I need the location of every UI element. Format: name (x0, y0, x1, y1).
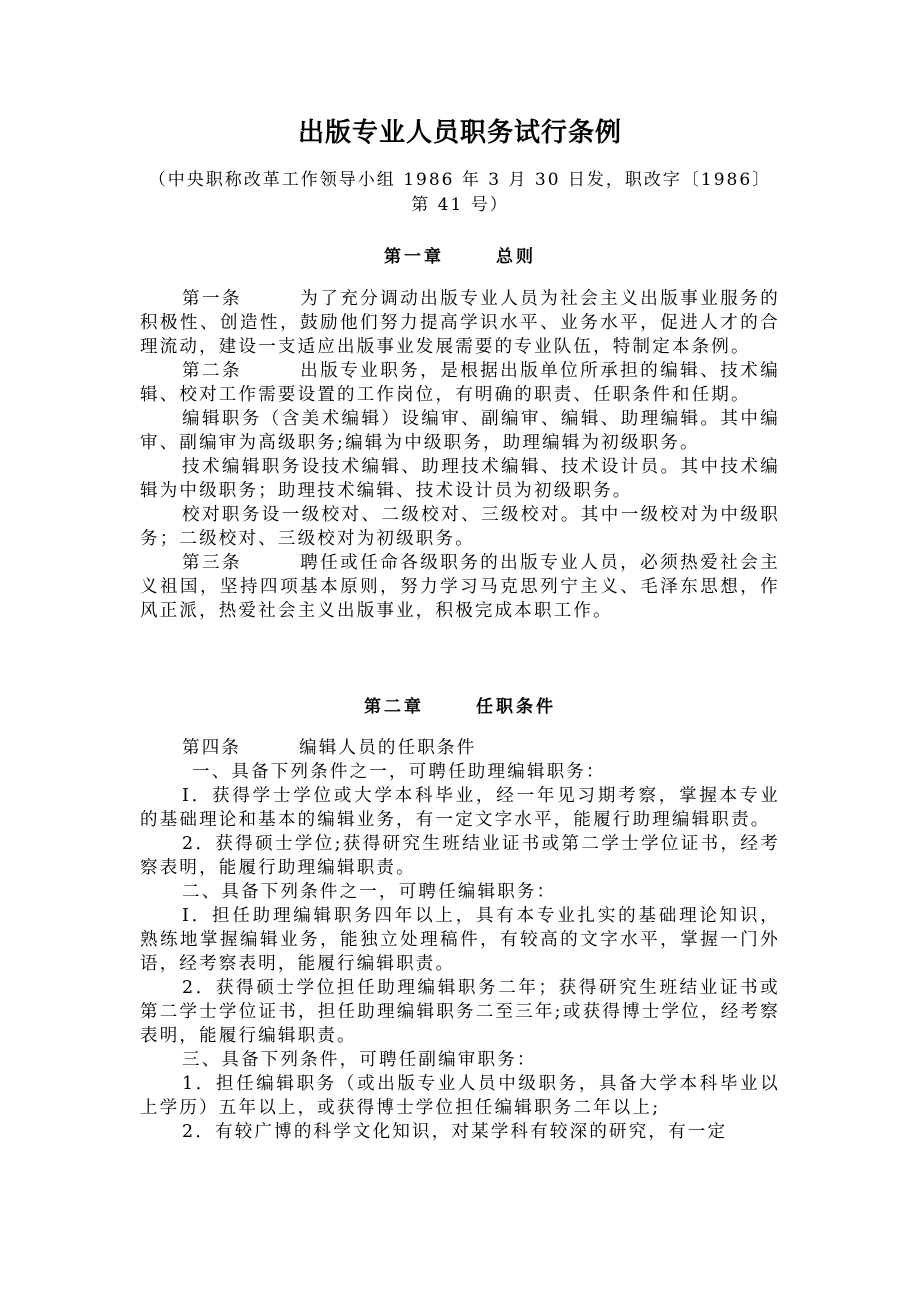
chapter-2-body (140, 736, 780, 1144)
paragraph-editor-positions: 编辑职务（含美术编辑）设编审、副编审、编辑、助理编辑。其中编审、副编审为高级职务;编辑为中级职务，助理编辑为初级职务。 (140, 409, 780, 453)
chapter-name: 总则 (496, 247, 536, 267)
chapter-number: 第一章 (384, 247, 444, 267)
article-4 (140, 736, 780, 760)
article-3 (140, 551, 780, 623)
article-text: 编辑人员的任职条件 (299, 738, 477, 758)
paragraph-proofreader-positions: 校对职务设一级校对、二级校对、三级校对。其中一级校对为中级职务；二级校对、三级校对为初级职务。 (140, 505, 780, 549)
article-1 (140, 287, 780, 359)
section-2-item-1: Ⅰ．担任助理编辑职务四年以上，具有本专业扎实的基础理论知识，熟练地掌握编辑业务，能独立处理稿件，有较高的文字水平，掌握一门外语，经考察表明，能履行编辑职责。 (140, 906, 780, 974)
section-1-item-2: 2．获得硕士学位;获得研究生班结业证书或第二学士学位证书，经考察表明，能履行助理编辑职责。 (140, 834, 780, 878)
section-3-item-2: 2．有较广博的科学文化知识，对某学科有较深的研究，有一定 (182, 1122, 728, 1142)
chapter-1-body (140, 287, 780, 623)
paragraph-tech-editor-positions: 技术编辑职务设技术编辑、助理技术编辑、技术设计员。其中技术编辑为中级职务；助理技术编辑、技术设计员为初级职务。 (140, 457, 780, 501)
chapter-2-heading (0, 692, 920, 717)
section-1-item-1: Ⅰ．获得学士学位或大学本科毕业，经一年见习期考察，掌握本专业的基础理论和基本的编辑业务，有一定文字水平，能履行助理编辑职责。 (140, 786, 780, 830)
article-2 (140, 359, 780, 407)
chapter-1-heading (0, 242, 920, 267)
article-label: 第一条 (182, 289, 242, 309)
article-text: 聘任或任命各级职务的出版专业人员，必须热爱社会主义祖国，坚持四项基本原则，努力学习马克思列宁主义、毛泽东思想，作风正派，热爱社会主义出版事业，积极完成本职工作。 (140, 553, 780, 621)
chapter-number: 第二章 (364, 697, 424, 717)
chapter-name: 任职条件 (476, 697, 556, 717)
article-label: 第三条 (182, 553, 242, 573)
article-text: 出版专业职务，是根据出版单位所承担的编辑、技术编辑、校对工作需要设置的工作岗位，有明确的职责、任职条件和任期。 (140, 361, 780, 405)
document-title: 出版专业人员职务试行条例 (297, 118, 622, 148)
section-3-heading: 三、具备下列条件，可聘任副编审职务： (182, 1050, 537, 1070)
section-3-item-1: 1．担任编辑职务（或出版专业人员中级职务，具备大学本科毕业以上学历）五年以上，或获得博士学位担任编辑职务二年以上; (140, 1074, 780, 1118)
section-2-item-2: 2．获得硕士学位担任助理编辑职务二年；获得研究生班结业证书或第二学士学位证书，担任助理编辑职务二至三年;或获得博士学位，经考察表明，能履行编辑职责。 (140, 978, 780, 1046)
article-label: 第四条 (182, 738, 242, 758)
article-text: 为了充分调动出版专业人员为社会主义出版事业服务的积极性、创造性，鼓励他们努力提高学识水平、业务水平，促进人才的合理流动，建设一支适应出版事业发展需要的专业队伍，特制定本条例。 (140, 289, 780, 357)
document-subtitle: （中央职称改革工作领导小组 1986 年 3 月 30 日发，职改字〔1986〕第 41 号） (148, 170, 772, 215)
section-1-heading: 一、具备下列条件之一，可聘任助理编辑职务： (192, 762, 606, 782)
section-2-heading: 二、具备下列条件之一，可聘任编辑职务： (182, 882, 557, 902)
article-label: 第二条 (182, 361, 242, 381)
